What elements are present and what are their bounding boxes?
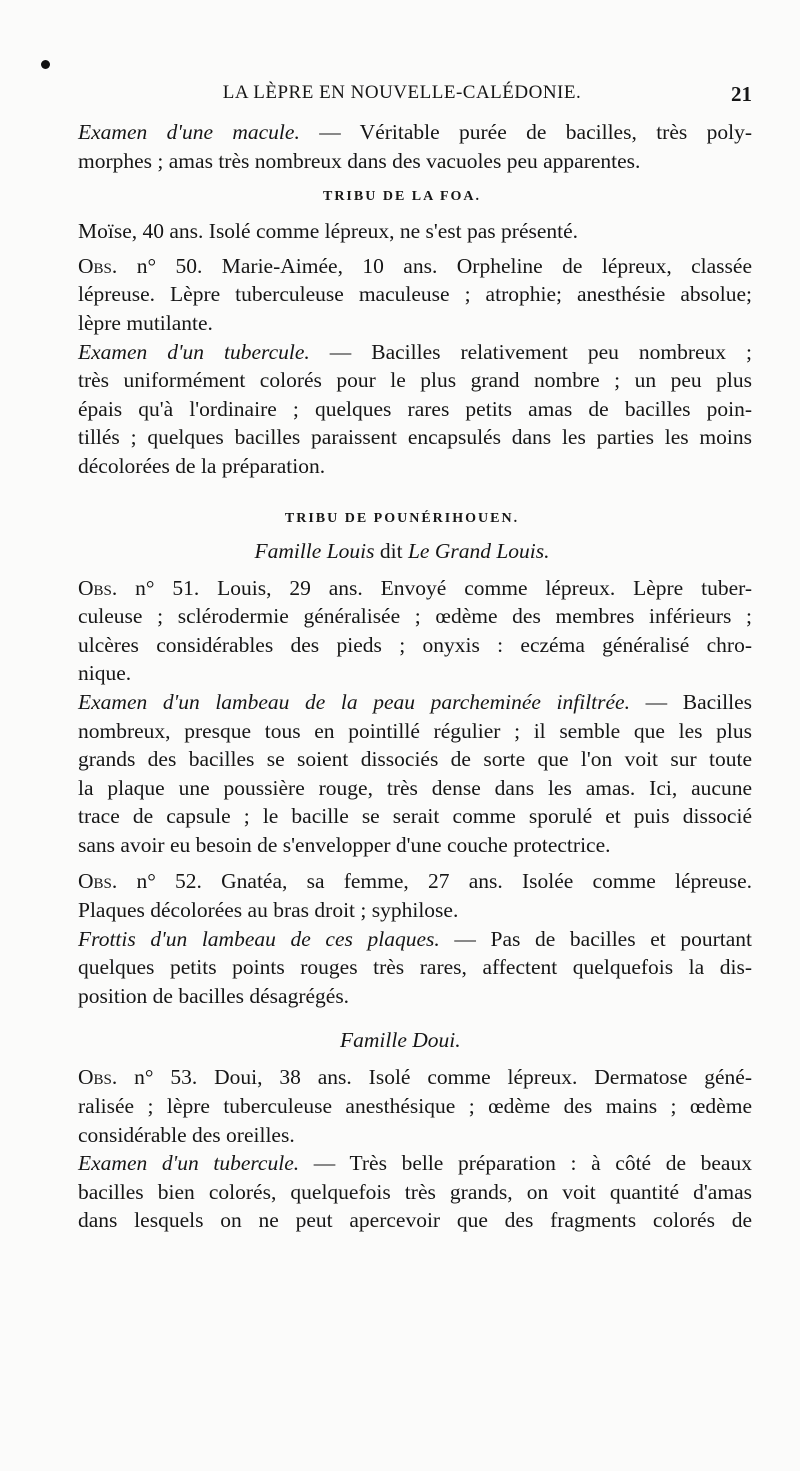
examen-tubercule-53: Examen d'un tubercule. — Très belle préparation : à côté de beaux bacilles bien colorés, quelquefois très grands, on voit quantité d'amas dans lesquels on ne peut apercevoir que des fragments colorés de [78, 1151, 752, 1233]
paragraph-moise: Moïse, 40 ans. Isolé comme lépreux, ne s'est pas présenté. [78, 219, 579, 244]
observation-52: Obs. n° 52. Gnatéa, sa femme, 27 ans. Isolée comme lépreuse. Plaques décolorées au bras droit ; syphilose. [78, 869, 752, 923]
bullet-mark [41, 60, 50, 69]
section-heading-tribu-la-foa: TRIBU DE LA FOA. [322, 189, 482, 205]
page-body [52, 118, 752, 1235]
page-header [52, 82, 752, 110]
paragraph-macule: Examen d'une macule. — Véritable purée de bacilles, très poly- morphes ; amas très nombreux dans des vacuoles peu apparentes. [78, 120, 752, 173]
lead-macule: Examen d'une macule. [78, 120, 300, 144]
examen-tubercule-50: Examen d'un tubercule. — Bacilles relativement peu nombreux ; très uniformément colorés pour le plus grand nombre ; un peu plus épais qu'à l'ordinaire ; quelques rares petits amas de bacilles poin- tillés ; quelques bacilles paraissent encapsulés dans les parties les moins décolorées de la préparation. [78, 339, 752, 478]
family-heading-louis: Famille Louis dit Le Grand Louis. [254, 538, 550, 563]
page-number: 21 [731, 82, 752, 106]
observation-50: Obs. n° 50. Marie-Aimée, 10 ans. Orpheline de lépreux, classée lépreuse. Lèpre tuberculeuse maculeuse ; atrophie; anesthésie absolue; lèpre mutilante. [78, 253, 753, 335]
examen-lambeau-51: Examen d'un lambeau de la peau parcheminée infiltrée. — Bacilles nombreux, presque tous en pointillé régulier ; il semble que les plus grands des bacilles se soient dissociés de sorte que l'on voit sur toute la plaque une poussière rouge, très dense dans les amas. Ici, aucune trace de capsule ; le bacille se serait comme sporulé et puis dissocié sans avoir eu besoin de s'envelopper d'une couche protectrice. [78, 689, 752, 857]
observation-51: Obs. n° 51. Louis, 29 ans. Envoyé comme lépreux. Lèpre tuber- culeuse ; sclérodermie généralisée ; œdème des membres inférieurs ; ulcères considérables des pieds ; onyxis : eczéma généralisé chro- nique. [78, 575, 753, 686]
running-title: LA LÈPRE EN NOUVELLE-CALÉDONIE. [222, 82, 582, 103]
section-heading-tribu-pounerihouen: TRIBU DE POUNÉRIHOUEN. [284, 510, 520, 526]
family-heading-doui: Famille Doui. [340, 1028, 461, 1053]
observation-53: Obs. n° 53. Doui, 38 ans. Isolé comme lépreux. Dermatose géné- ralisée ; lèpre tuberculeuse anesthésique ; œdème des mains ; œdème considérable des oreilles. [78, 1065, 753, 1147]
frottis-52: Frottis d'un lambeau de ces plaques. — Pas de bacilles et pourtant quelques petits points rouges très rares, affectent quelquefois la dis- position de bacilles désagrégés. [78, 926, 752, 1008]
